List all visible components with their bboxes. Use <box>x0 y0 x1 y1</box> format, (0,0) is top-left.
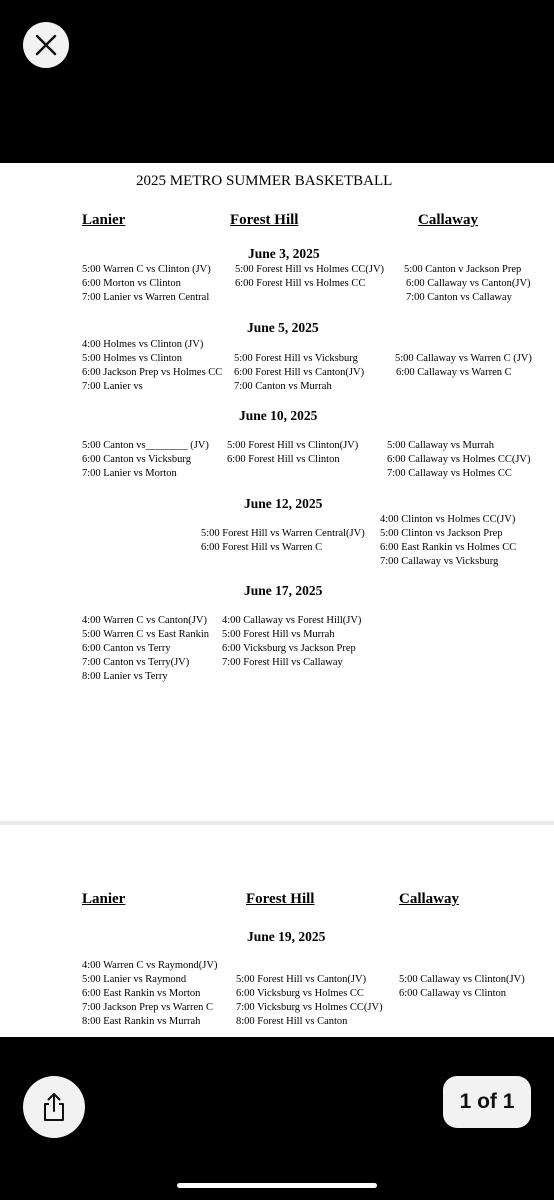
share-button[interactable] <box>23 1076 85 1138</box>
game-listing: 5:00 Forest Hill vs Canton(JV) <box>236 974 367 985</box>
game-listing: 7:00 Lanier vs Morton <box>82 468 177 479</box>
game-listing: 6:00 Canton vs Vicksburg <box>82 454 191 465</box>
date-heading-june-12: June 12, 2025 <box>244 496 323 511</box>
game-listing: 4:00 Holmes vs Clinton (JV) <box>82 339 204 350</box>
page-indicator[interactable]: 1 of 1 <box>443 1076 531 1128</box>
game-listing: 7:00 Forest Hill vs Callaway <box>222 657 343 668</box>
game-listing: 5:00 Canton vs________ (JV) <box>82 440 209 451</box>
document-page <box>0 163 554 1037</box>
date-heading-june-5: June 5, 2025 <box>247 320 319 335</box>
game-listing: 5:00 Forest Hill vs Warren Central(JV) <box>201 528 365 539</box>
game-listing: 7:00 Callaway vs Vicksburg <box>380 556 499 567</box>
game-listing: 7:00 Canton vs Terry(JV) <box>82 657 190 668</box>
game-listing: 6:00 Forest Hill vs Holmes CC <box>235 278 366 289</box>
date-heading-june-3: June 3, 2025 <box>248 246 320 261</box>
game-listing: 7:00 Vicksburg vs Holmes CC(JV) <box>236 1002 383 1013</box>
game-listing: 5:00 Warren C vs Clinton (JV) <box>82 264 211 275</box>
column-header-callaway: Callaway <box>418 212 478 228</box>
column-header-forest-hill: Forest Hill <box>230 212 299 228</box>
game-listing: 8:00 Forest Hill vs Canton <box>236 1016 348 1027</box>
game-listing: 8:00 East Rankin vs Murrah <box>82 1016 201 1027</box>
game-listing: 5:00 Canton v Jackson Prep <box>404 264 522 275</box>
viewer-top-bar <box>0 0 554 163</box>
game-listing: 6:00 Morton vs Clinton <box>82 278 181 289</box>
column-header-forest-hill: Forest Hill <box>246 891 315 907</box>
game-listing: 5:00 Callaway vs Clinton(JV) <box>399 974 525 985</box>
game-listing: 6:00 Callaway vs Holmes CC(JV) <box>387 454 531 465</box>
game-listing: 7:00 Lanier vs Warren Central <box>82 292 210 303</box>
game-listing: 6:00 East Rankin vs Morton <box>82 988 201 999</box>
page-divider <box>0 821 554 825</box>
column-header-lanier: Lanier <box>82 212 126 228</box>
game-listing: 5:00 Lanier vs Raymond <box>82 974 187 985</box>
game-listing: 4:00 Clinton vs Holmes CC(JV) <box>380 514 516 525</box>
game-listing: 5:00 Warren C vs East Rankin <box>82 629 209 640</box>
game-listing: 6:00 Vicksburg vs Jackson Prep <box>222 643 356 654</box>
game-listing: 4:00 Warren C vs Canton(JV) <box>82 615 207 626</box>
game-listing: 6:00 Forest Hill vs Canton(JV) <box>234 367 365 378</box>
close-button[interactable] <box>23 22 69 68</box>
game-listing: 6:00 Callaway vs Canton(JV) <box>406 278 531 289</box>
game-listing: 6:00 Vicksburg vs Holmes CC <box>236 988 364 999</box>
viewer-bottom-bar <box>0 1037 554 1200</box>
close-icon <box>35 34 57 56</box>
column-header-callaway: Callaway <box>399 891 459 907</box>
date-heading-june-19: June 19, 2025 <box>247 929 326 944</box>
game-listing: 6:00 Callaway vs Warren C <box>396 367 512 378</box>
game-listing: 5:00 Forest Hill vs Murrah <box>222 629 335 640</box>
home-indicator[interactable] <box>177 1183 377 1188</box>
game-listing: 6:00 Jackson Prep vs Holmes CC <box>82 367 223 378</box>
game-listing: 5:00 Forest Hill vs Vicksburg <box>234 353 358 364</box>
game-listing: 5:00 Forest Hill vs Clinton(JV) <box>227 440 359 451</box>
game-listing: 5:00 Callaway vs Warren C (JV) <box>395 353 532 364</box>
column-header-lanier: Lanier <box>82 891 126 907</box>
game-listing: 5:00 Clinton vs Jackson Prep <box>380 528 503 539</box>
share-icon <box>40 1092 68 1122</box>
game-listing: 6:00 Callaway vs Clinton <box>399 988 507 999</box>
game-listing: 5:00 Forest Hill vs Holmes CC(JV) <box>235 264 385 275</box>
date-heading-june-10: June 10, 2025 <box>239 408 318 423</box>
game-listing: 5:00 Holmes vs Clinton <box>82 353 183 364</box>
game-listing: 7:00 Callaway vs Holmes CC <box>387 468 512 479</box>
game-listing: 6:00 East Rankin vs Holmes CC <box>380 542 517 553</box>
game-listing: 6:00 Forest Hill vs Warren C <box>201 542 323 553</box>
document-title: 2025 METRO SUMMER BASKETBALL <box>136 173 393 189</box>
game-listing: 8:00 Lanier vs Terry <box>82 671 168 682</box>
game-listing: 6:00 Forest Hill vs Clinton <box>227 454 340 465</box>
game-listing: 7:00 Lanier vs <box>82 381 143 392</box>
date-heading-june-17: June 17, 2025 <box>244 583 323 598</box>
game-listing: 7:00 Canton vs Callaway <box>406 292 512 303</box>
game-listing: 4:00 Callaway vs Forest Hill(JV) <box>222 615 362 626</box>
game-listing: 5:00 Callaway vs Murrah <box>387 440 495 451</box>
game-listing: 7:00 Jackson Prep vs Warren C <box>82 1002 214 1013</box>
game-listing: 6:00 Canton vs Terry <box>82 643 171 654</box>
game-listing: 7:00 Canton vs Murrah <box>234 381 332 392</box>
game-listing: 4:00 Warren C vs Raymond(JV) <box>82 960 218 971</box>
